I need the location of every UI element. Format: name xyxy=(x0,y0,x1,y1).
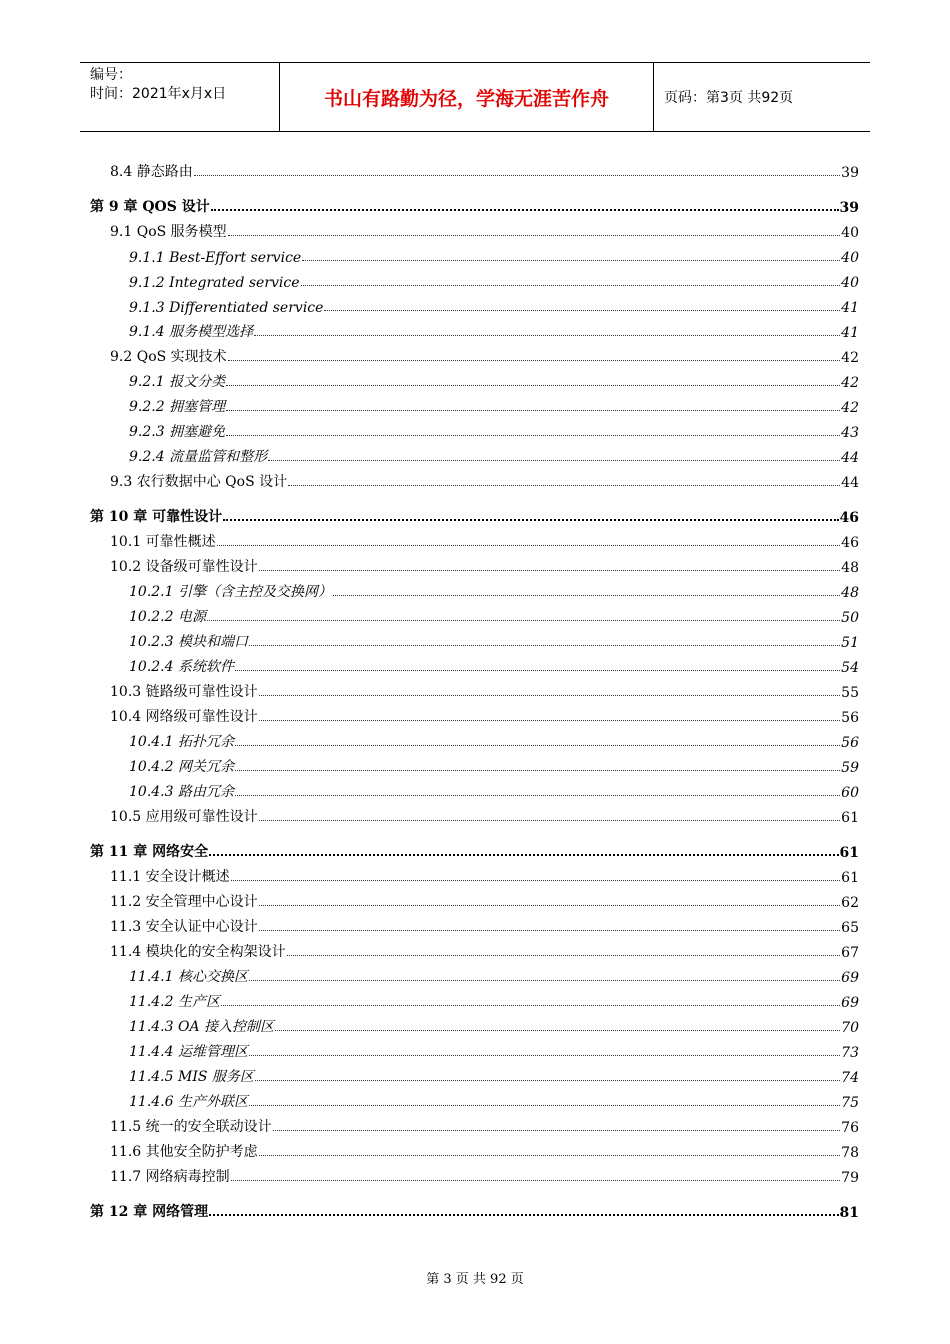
toc-entry-page: 40 xyxy=(841,275,859,291)
dot-leader xyxy=(333,594,840,596)
toc-entry-page: 54 xyxy=(841,660,859,676)
toc-entry-title: 10.2.4 系统软件 xyxy=(129,659,234,675)
toc-entry-page: 81 xyxy=(839,1205,859,1221)
dot-leader xyxy=(249,1054,840,1056)
toc-entry-page: 56 xyxy=(841,710,859,726)
toc-entry[interactable] xyxy=(90,156,859,181)
toc-chapter-entry[interactable] xyxy=(90,183,859,216)
toc-entry-title: 11.4.3 OA 接入控制区 xyxy=(129,1019,275,1035)
dot-leader xyxy=(235,769,840,771)
dot-leader xyxy=(255,1079,840,1081)
toc-entry-page: 51 xyxy=(841,635,859,651)
toc-entry-title: 11.4.1 核心交换区 xyxy=(129,969,248,985)
toc-entry-page: 61 xyxy=(839,845,859,861)
toc-entry-title: 10.4.3 路由冗余 xyxy=(129,784,234,800)
toc-entry-page: 39 xyxy=(839,200,859,216)
page-header xyxy=(80,62,870,132)
toc-entry[interactable] xyxy=(90,751,859,776)
number-label: 编号： xyxy=(90,67,132,83)
toc-entry[interactable] xyxy=(90,341,859,366)
toc-entry-title: 10.2.3 模块和端口 xyxy=(129,634,248,650)
header-page-info-cell xyxy=(654,63,870,131)
toc-entry-title: 10.4.1 拓扑冗余 xyxy=(129,734,234,750)
dot-leader xyxy=(275,1029,840,1031)
toc-entry-page: 75 xyxy=(841,1095,859,1111)
toc-entry-page: 76 xyxy=(841,1120,859,1136)
toc-entry-page: 55 xyxy=(841,685,859,701)
dot-leader xyxy=(259,819,841,821)
toc-entry-page: 40 xyxy=(841,250,859,266)
dot-leader xyxy=(228,359,841,361)
toc-entry-title: 11.4.4 运维管理区 xyxy=(129,1044,248,1060)
toc-entry-page: 56 xyxy=(841,735,859,751)
page-footer xyxy=(0,1268,950,1287)
toc-entry[interactable] xyxy=(90,266,859,291)
toc-entry[interactable] xyxy=(90,861,859,886)
toc-entry-title: 11.1 安全设计概述 xyxy=(110,869,230,885)
dot-leader xyxy=(259,569,841,571)
dot-leader xyxy=(223,518,838,521)
toc-entry[interactable] xyxy=(90,441,859,466)
table-of-contents xyxy=(90,156,859,1221)
toc-entry-page: 41 xyxy=(841,325,859,341)
toc-entry[interactable] xyxy=(90,936,859,961)
dot-leader xyxy=(259,694,841,696)
toc-entry-page: 50 xyxy=(841,610,859,626)
dot-leader xyxy=(217,544,841,546)
toc-entry[interactable] xyxy=(90,576,859,601)
toc-entry[interactable] xyxy=(90,316,859,341)
toc-entry-title: 10.1 可靠性概述 xyxy=(110,534,216,550)
toc-entry-page: 73 xyxy=(841,1045,859,1061)
header-left-cell xyxy=(80,63,280,131)
toc-entry-title: 第 11 章 网络安全 xyxy=(90,844,209,860)
toc-entry-page: 69 xyxy=(841,970,859,986)
toc-entry-page: 48 xyxy=(841,560,859,576)
toc-entry[interactable] xyxy=(90,776,859,801)
dot-leader xyxy=(254,334,840,336)
dot-leader xyxy=(287,954,841,956)
toc-entry-page: 39 xyxy=(841,165,859,181)
dot-leader xyxy=(211,208,839,211)
toc-entry-title: 10.2.1 引擎（含主控及交换网） xyxy=(129,584,332,600)
dot-leader xyxy=(231,1179,841,1181)
toc-entry-page: 74 xyxy=(841,1070,859,1086)
motto-text: 书山有路勤为径，学海无涯苦作舟 xyxy=(323,87,609,110)
toc-entry[interactable] xyxy=(90,466,859,491)
toc-entry-title: 9.2 QoS 实现技术 xyxy=(110,349,227,365)
dot-leader xyxy=(249,979,840,981)
dot-leader xyxy=(226,409,840,411)
toc-chapter-entry[interactable] xyxy=(90,1188,859,1221)
toc-entry[interactable] xyxy=(90,601,859,626)
dot-leader xyxy=(288,484,840,486)
toc-entry-title: 9.2.2 拥塞管理 xyxy=(129,399,226,415)
dot-leader xyxy=(235,744,840,746)
toc-entry[interactable] xyxy=(90,911,859,936)
toc-entry-page: 44 xyxy=(841,475,859,491)
toc-entry-page: 40 xyxy=(841,225,859,241)
toc-entry-title: 9.2.4 流量监管和整形 xyxy=(129,449,268,465)
toc-entry[interactable] xyxy=(90,701,859,726)
toc-entry[interactable] xyxy=(90,1011,859,1036)
toc-entry-title: 10.4 网络级可靠性设计 xyxy=(110,709,258,725)
toc-entry-page: 42 xyxy=(841,375,859,391)
toc-entry-title: 8.4 静态路由 xyxy=(110,164,193,180)
toc-entry[interactable] xyxy=(90,676,859,701)
toc-entry-title: 11.2 安全管理中心设计 xyxy=(110,894,258,910)
dot-leader xyxy=(249,1104,840,1106)
toc-entry-title: 11.4.2 生产区 xyxy=(129,994,220,1010)
toc-entry[interactable] xyxy=(90,526,859,551)
toc-entry-title: 10.2.2 电源 xyxy=(129,609,206,625)
toc-entry[interactable] xyxy=(90,886,859,911)
toc-entry[interactable] xyxy=(90,1111,859,1136)
toc-entry-page: 42 xyxy=(841,400,859,416)
toc-entry[interactable] xyxy=(90,416,859,441)
dot-leader xyxy=(226,434,840,436)
toc-entry-page: 78 xyxy=(841,1145,859,1161)
toc-entry-title: 第 9 章 QOS 设计 xyxy=(90,199,210,215)
dot-leader xyxy=(228,234,841,236)
dot-leader xyxy=(301,284,841,286)
dot-leader xyxy=(221,1004,840,1006)
toc-entry[interactable] xyxy=(90,551,859,576)
toc-entry[interactable] xyxy=(90,1161,859,1186)
toc-entry-page: 48 xyxy=(841,585,859,601)
page-info-text: 页码：第3页 共92页 xyxy=(664,90,794,106)
toc-entry-page: 61 xyxy=(841,810,859,826)
dot-leader xyxy=(209,1213,838,1216)
toc-entry-page: 46 xyxy=(841,535,859,551)
toc-entry-page: 59 xyxy=(841,760,859,776)
toc-entry-page: 79 xyxy=(841,1170,859,1186)
toc-entry-title: 10.3 链路级可靠性设计 xyxy=(110,684,258,700)
toc-entry-page: 46 xyxy=(839,510,859,526)
toc-entry-page: 69 xyxy=(841,995,859,1011)
dot-leader xyxy=(324,309,840,311)
toc-entry[interactable] xyxy=(90,961,859,986)
toc-entry-page: 42 xyxy=(841,350,859,366)
toc-entry-title: 11.5 统一的安全联动设计 xyxy=(110,1119,272,1135)
dot-leader xyxy=(259,1154,841,1156)
toc-entry-title: 10.2 设备级可靠性设计 xyxy=(110,559,258,575)
dot-leader xyxy=(259,904,841,906)
toc-entry[interactable] xyxy=(90,216,859,241)
toc-entry-title: 10.4.2 网关冗余 xyxy=(129,759,234,775)
toc-chapter-entry[interactable] xyxy=(90,493,859,526)
toc-entry-title: 9.1.4 服务模型选择 xyxy=(129,324,254,340)
time-label: 时间：2021年x月x日 xyxy=(90,86,227,102)
dot-leader xyxy=(259,719,841,721)
toc-entry[interactable] xyxy=(90,1086,859,1111)
toc-entry[interactable] xyxy=(90,726,859,751)
dot-leader xyxy=(259,929,841,931)
dot-leader xyxy=(302,259,840,261)
header-motto-cell xyxy=(280,63,654,131)
toc-entry-title: 11.6 其他安全防护考虑 xyxy=(110,1144,258,1160)
toc-entry[interactable] xyxy=(90,241,859,266)
toc-entry-title: 9.2.3 拥塞避免 xyxy=(129,424,226,440)
dot-leader xyxy=(273,1129,841,1131)
toc-entry-title: 第 12 章 网络管理 xyxy=(90,1204,209,1220)
toc-entry-title: 11.3 安全认证中心设计 xyxy=(110,919,258,935)
toc-entry[interactable] xyxy=(90,391,859,416)
toc-entry-page: 70 xyxy=(841,1020,859,1036)
dot-leader xyxy=(268,459,840,461)
toc-entry-page: 60 xyxy=(841,785,859,801)
toc-entry[interactable] xyxy=(90,626,859,651)
dot-leader xyxy=(226,384,840,386)
toc-entry-page: 67 xyxy=(841,945,859,961)
toc-entry[interactable] xyxy=(90,986,859,1011)
toc-entry[interactable] xyxy=(90,801,859,826)
toc-entry-title: 11.4.6 生产外联区 xyxy=(129,1094,248,1110)
toc-entry[interactable] xyxy=(90,1036,859,1061)
toc-entry-title: 11.7 网络病毒控制 xyxy=(110,1169,230,1185)
toc-entry[interactable] xyxy=(90,1136,859,1161)
dot-leader xyxy=(231,879,841,881)
toc-entry-title: 9.2.1 报文分类 xyxy=(129,374,226,390)
toc-entry-page: 43 xyxy=(841,425,859,441)
toc-entry-title: 9.1.3 Differentiated service xyxy=(129,300,324,316)
toc-entry-page: 61 xyxy=(841,870,859,886)
toc-entry-title: 9.1 QoS 服务模型 xyxy=(110,224,227,240)
dot-leader xyxy=(235,669,840,671)
toc-entry-title: 9.1.2 Integrated service xyxy=(129,275,300,291)
toc-entry-page: 44 xyxy=(841,450,859,466)
toc-entry[interactable] xyxy=(90,366,859,391)
toc-entry-page: 65 xyxy=(841,920,859,936)
footer-page-number: 第 3 页 共 92 页 xyxy=(426,1272,524,1287)
dot-leader xyxy=(207,619,840,621)
toc-chapter-entry[interactable] xyxy=(90,828,859,861)
dot-leader xyxy=(235,794,840,796)
dot-leader xyxy=(249,644,840,646)
toc-entry[interactable] xyxy=(90,651,859,676)
dot-leader xyxy=(194,174,840,176)
toc-entry-title: 11.4.5 MIS 服务区 xyxy=(129,1069,254,1085)
toc-entry-page: 41 xyxy=(841,300,859,316)
toc-entry[interactable] xyxy=(90,291,859,316)
toc-entry-title: 9.1.1 Best-Effort service xyxy=(129,250,302,266)
toc-entry[interactable] xyxy=(90,1061,859,1086)
toc-entry-page: 62 xyxy=(841,895,859,911)
toc-entry-title: 11.4 模块化的安全构架设计 xyxy=(110,944,286,960)
toc-entry-title: 第 10 章 可靠性设计 xyxy=(90,509,223,525)
dot-leader xyxy=(209,853,838,856)
toc-entry-title: 10.5 应用级可靠性设计 xyxy=(110,809,258,825)
toc-entry-title: 9.3 农行数据中心 QoS 设计 xyxy=(110,474,288,490)
